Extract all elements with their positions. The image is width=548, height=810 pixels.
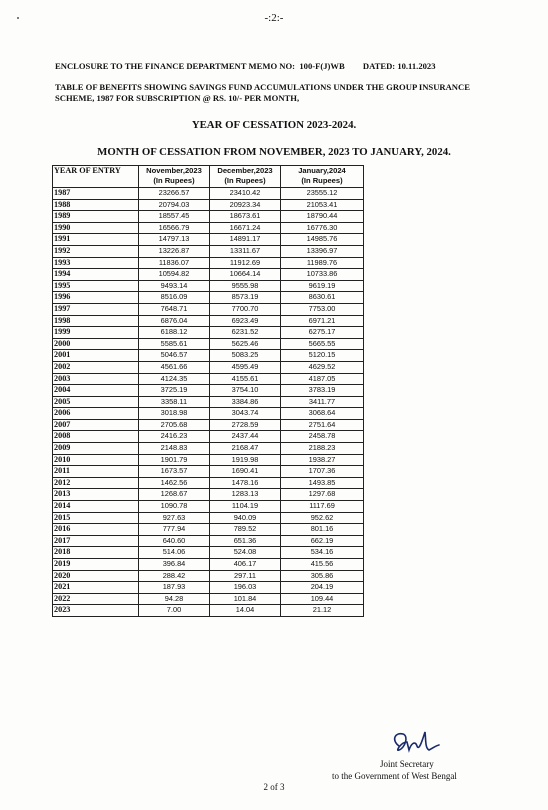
amount-cell: 2705.68 (139, 419, 210, 431)
table-row (53, 593, 364, 605)
amount-cell: 187.93 (139, 582, 210, 594)
year-cell: 2022 (53, 593, 139, 605)
table-row (53, 466, 364, 478)
amount-cell: 11912.69 (210, 257, 281, 269)
amount-cell: 1283.13 (210, 489, 281, 501)
amount-cell: 3358.11 (139, 396, 210, 408)
amount-cell: 9493.14 (139, 280, 210, 292)
signatory-organization: to the Government of West Bengal (332, 771, 457, 781)
amount-cell: 1104.19 (210, 501, 281, 513)
table-row (53, 396, 364, 408)
table-row (53, 443, 364, 455)
amount-cell: 4187.05 (281, 373, 364, 385)
amount-cell: 5625.46 (210, 338, 281, 350)
amount-cell: 21.12 (281, 605, 364, 617)
amount-cell: 6188.12 (139, 327, 210, 339)
amount-cell: 1707.36 (281, 466, 364, 478)
amount-cell: 13226.87 (139, 245, 210, 257)
year-cell: 1994 (53, 269, 139, 281)
amount-cell: 5120.15 (281, 350, 364, 362)
header-unit: (In Rupees) (224, 176, 266, 185)
amount-cell: 3783.19 (281, 385, 364, 397)
amount-cell: 297.11 (210, 570, 281, 582)
amount-cell: 7700.70 (210, 303, 281, 315)
table-header-row (53, 166, 364, 188)
table-row (53, 431, 364, 443)
year-cell: 2001 (53, 350, 139, 362)
table-row (53, 477, 364, 489)
memo-line (55, 61, 505, 71)
month-of-cessation: MONTH OF CESSATION FROM NOVEMBER, 2023 TO JANUARY, 2024. (97, 146, 451, 158)
table-row (53, 408, 364, 420)
amount-cell: 18557.45 (139, 211, 210, 223)
header-year-of-entry (53, 166, 139, 188)
table-row (53, 582, 364, 594)
amount-cell: 6231.52 (210, 327, 281, 339)
year-cell: 1987 (53, 188, 139, 200)
amount-cell: 10664.14 (210, 269, 281, 281)
year-cell: 1998 (53, 315, 139, 327)
year-cell: 2015 (53, 512, 139, 524)
amount-cell: 9555.98 (210, 280, 281, 292)
amount-cell: 777.94 (139, 524, 210, 536)
year-cell: 2012 (53, 477, 139, 489)
amount-cell: 1117.69 (281, 501, 364, 513)
amount-cell: 415.56 (281, 559, 364, 571)
year-cell: 1996 (53, 292, 139, 304)
amount-cell: 23266.57 (139, 188, 210, 200)
amount-cell: 524.08 (210, 547, 281, 559)
amount-cell: 5046.57 (139, 350, 210, 362)
amount-cell: 396.84 (139, 559, 210, 571)
year-cell: 2004 (53, 385, 139, 397)
year-cell: 2009 (53, 443, 139, 455)
year-cell: 2008 (53, 431, 139, 443)
amount-cell: 1297.68 (281, 489, 364, 501)
amount-cell: 1493.85 (281, 477, 364, 489)
table-row (53, 419, 364, 431)
memo-date: DATED: 10.11.2023 (362, 61, 436, 71)
amount-cell: 2751.64 (281, 419, 364, 431)
table-row (53, 327, 364, 339)
year-cell: 2000 (53, 338, 139, 350)
amount-cell: 101.84 (210, 593, 281, 605)
header-line: November,2023 (146, 166, 202, 175)
header-line: January,2024 (298, 166, 346, 175)
amount-cell: 3384.86 (210, 396, 281, 408)
amount-cell: 6876.04 (139, 315, 210, 327)
amount-cell: 1901.79 (139, 454, 210, 466)
amount-cell: 8573.19 (210, 292, 281, 304)
year-cell: 2005 (53, 396, 139, 408)
amount-cell: 5665.55 (281, 338, 364, 350)
amount-cell: 9619.19 (281, 280, 364, 292)
table-row (53, 315, 364, 327)
amount-cell: 6971.21 (281, 315, 364, 327)
amount-cell: 305.86 (281, 570, 364, 582)
table-row (53, 512, 364, 524)
table-row (53, 269, 364, 281)
amount-cell: 651.36 (210, 535, 281, 547)
amount-cell: 4595.49 (210, 361, 281, 373)
table-row (53, 559, 364, 571)
amount-cell: 10733.86 (281, 269, 364, 281)
year-cell: 1991 (53, 234, 139, 246)
table-row (53, 361, 364, 373)
amount-cell: 801.16 (281, 524, 364, 536)
table-row (53, 535, 364, 547)
amount-cell: 8630.61 (281, 292, 364, 304)
header-december (210, 166, 281, 188)
amount-cell: 16671.24 (210, 222, 281, 234)
amount-cell: 927.63 (139, 512, 210, 524)
table-row (53, 501, 364, 513)
table-row (53, 385, 364, 397)
amount-cell: 14891.17 (210, 234, 281, 246)
year-cell: 2007 (53, 419, 139, 431)
amount-cell: 3754.10 (210, 385, 281, 397)
year-cell: 2023 (53, 605, 139, 617)
amount-cell: 4124.35 (139, 373, 210, 385)
amount-cell: 3043.74 (210, 408, 281, 420)
amount-cell: 1462.56 (139, 477, 210, 489)
table-row (53, 222, 364, 234)
amount-cell: 940.09 (210, 512, 281, 524)
amount-cell: 1673.57 (139, 466, 210, 478)
header-unit: (In Rupees) (301, 176, 343, 185)
table-row (53, 234, 364, 246)
amount-cell: 7753.00 (281, 303, 364, 315)
table-row (53, 524, 364, 536)
amount-cell: 2168.47 (210, 443, 281, 455)
table-row (53, 199, 364, 211)
amount-cell: 94.28 (139, 593, 210, 605)
header-line: YEAR OF ENTRY (54, 166, 121, 175)
amount-cell: 1268.67 (139, 489, 210, 501)
header-november (139, 166, 210, 188)
page-footer: 2 of 3 (263, 782, 285, 792)
amount-cell: 3411.77 (281, 396, 364, 408)
amount-cell: 1919.98 (210, 454, 281, 466)
amount-cell: 204.19 (281, 582, 364, 594)
year-of-cessation: YEAR OF CESSATION 2023-2024. (191, 119, 357, 131)
header-unit: (In Rupees) (153, 176, 195, 185)
amount-cell: 13311.67 (210, 245, 281, 257)
table-row (53, 570, 364, 582)
memo-label: ENCLOSURE TO THE FINANCE DEPARTMENT MEMO NO: (55, 61, 296, 71)
year-cell: 1989 (53, 211, 139, 223)
amount-cell: 14.04 (210, 605, 281, 617)
amount-cell: 406.17 (210, 559, 281, 571)
header-january (281, 166, 364, 188)
amount-cell: 640.60 (139, 535, 210, 547)
table-row (53, 489, 364, 501)
amount-cell: 8516.09 (139, 292, 210, 304)
year-cell: 2003 (53, 373, 139, 385)
amount-cell: 7.00 (139, 605, 210, 617)
amount-cell: 3068.64 (281, 408, 364, 420)
amount-cell: 5585.61 (139, 338, 210, 350)
amount-cell: 1090.78 (139, 501, 210, 513)
table-row (53, 303, 364, 315)
signatory-title: Joint Secretary (380, 759, 434, 769)
year-cell: 1999 (53, 327, 139, 339)
amount-cell: 6275.17 (281, 327, 364, 339)
year-cell: 1988 (53, 199, 139, 211)
page-marker: -:2:- (264, 12, 284, 24)
amount-cell: 1690.41 (210, 466, 281, 478)
year-cell: 1992 (53, 245, 139, 257)
amount-cell: 196.03 (210, 582, 281, 594)
amount-cell: 16566.79 (139, 222, 210, 234)
amount-cell: 789.52 (210, 524, 281, 536)
amount-cell: 2148.83 (139, 443, 210, 455)
amount-cell: 20794.03 (139, 199, 210, 211)
amount-cell: 4629.52 (281, 361, 364, 373)
amount-cell: 14985.76 (281, 234, 364, 246)
year-cell: 2002 (53, 361, 139, 373)
table-body (53, 188, 364, 617)
year-cell: 2018 (53, 547, 139, 559)
table-row (53, 454, 364, 466)
amount-cell: 10594.82 (139, 269, 210, 281)
amount-cell: 952.62 (281, 512, 364, 524)
amount-cell: 20923.34 (210, 199, 281, 211)
amount-cell: 16776.30 (281, 222, 364, 234)
amount-cell: 11836.07 (139, 257, 210, 269)
amount-cell: 4561.66 (139, 361, 210, 373)
year-cell: 2010 (53, 454, 139, 466)
table-row (53, 350, 364, 362)
table-row (53, 292, 364, 304)
amount-cell: 662.19 (281, 535, 364, 547)
amount-cell: 1938.27 (281, 454, 364, 466)
amount-cell: 18790.44 (281, 211, 364, 223)
year-cell: 2014 (53, 501, 139, 513)
amount-cell: 2458.78 (281, 431, 364, 443)
year-cell: 2006 (53, 408, 139, 420)
amount-cell: 3725.19 (139, 385, 210, 397)
year-cell: 2019 (53, 559, 139, 571)
amount-cell: 2437.44 (210, 431, 281, 443)
year-cell: 2011 (53, 466, 139, 478)
table-row (53, 547, 364, 559)
amount-cell: 1478.16 (210, 477, 281, 489)
table-row (53, 211, 364, 223)
year-cell: 1995 (53, 280, 139, 292)
amount-cell: 288.42 (139, 570, 210, 582)
year-cell: 2013 (53, 489, 139, 501)
table-row (53, 257, 364, 269)
header-line: December,2023 (217, 166, 273, 175)
amount-cell: 109.44 (281, 593, 364, 605)
table-row (53, 605, 364, 617)
table-row (53, 280, 364, 292)
year-cell: 2020 (53, 570, 139, 582)
amount-cell: 534.16 (281, 547, 364, 559)
amount-cell: 5083.25 (210, 350, 281, 362)
table-row (53, 338, 364, 350)
signature-image (385, 728, 445, 758)
amount-cell: 4155.61 (210, 373, 281, 385)
amount-cell: 2416.23 (139, 431, 210, 443)
memo-number: 100-F(J)WB (299, 61, 345, 71)
amount-cell: 11989.76 (281, 257, 364, 269)
year-cell: 1997 (53, 303, 139, 315)
table-row (53, 373, 364, 385)
year-cell: 2016 (53, 524, 139, 536)
table-row (53, 188, 364, 200)
amount-cell: 2728.59 (210, 419, 281, 431)
amount-cell: 514.06 (139, 547, 210, 559)
amount-cell: 6923.49 (210, 315, 281, 327)
amount-cell: 23555.12 (281, 188, 364, 200)
year-cell: 2021 (53, 582, 139, 594)
amount-cell: 21053.41 (281, 199, 364, 211)
year-cell: 1993 (53, 257, 139, 269)
table-row (53, 245, 364, 257)
amount-cell: 13396.97 (281, 245, 364, 257)
benefits-table (52, 165, 364, 617)
amount-cell: 3018.98 (139, 408, 210, 420)
amount-cell: 7648.71 (139, 303, 210, 315)
amount-cell: 23410.42 (210, 188, 281, 200)
amount-cell: 2188.23 (281, 443, 364, 455)
amount-cell: 18673.61 (210, 211, 281, 223)
amount-cell: 14797.13 (139, 234, 210, 246)
year-cell: 1990 (53, 222, 139, 234)
table-heading: TABLE OF BENEFITS SHOWING SAVINGS FUND ACCUMULATIONS UNDER THE GROUP INSURANCE SCHEME, 1987 FOR SUBSCRIPTION @ RS. 10/- PER MONTH, (55, 82, 470, 103)
year-cell: 2017 (53, 535, 139, 547)
